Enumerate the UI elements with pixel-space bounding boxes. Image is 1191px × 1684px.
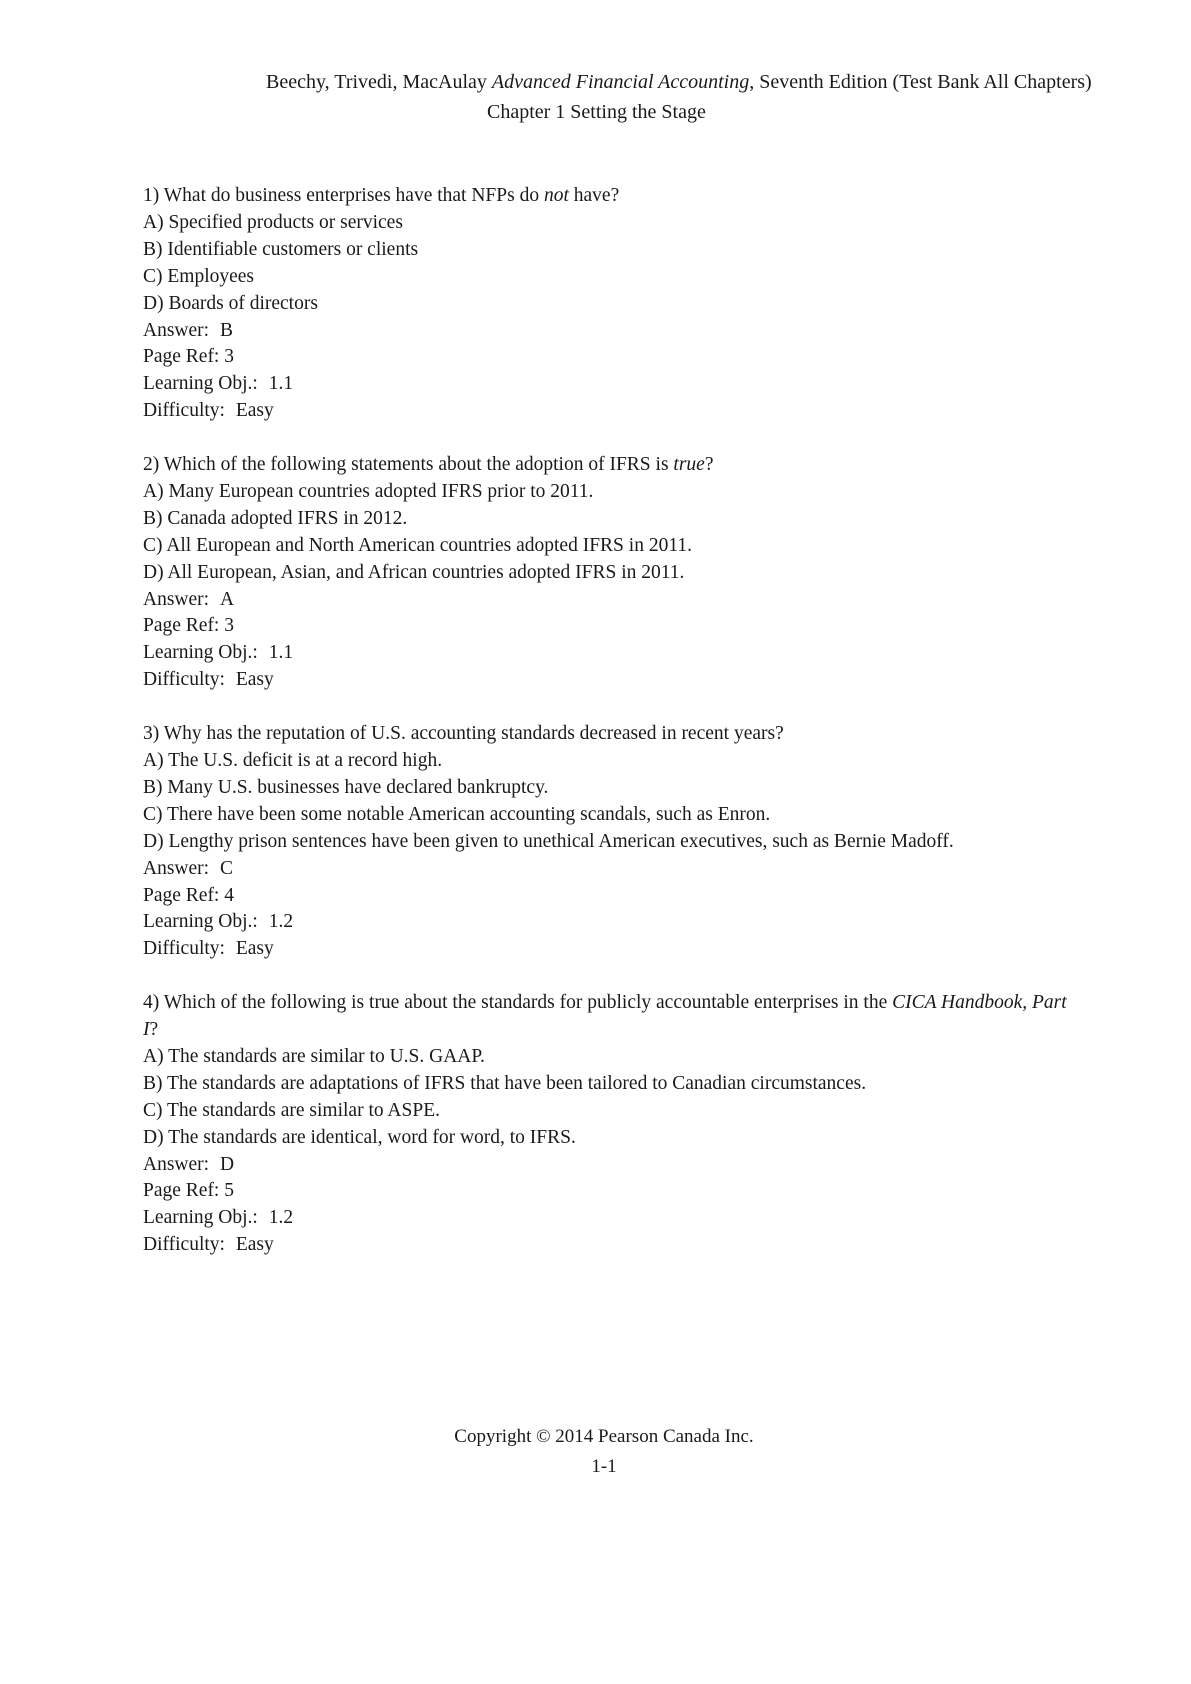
answer-value: B: [219, 319, 233, 341]
page-ref-value: 3: [224, 346, 234, 368]
answer-value: D: [219, 1153, 235, 1175]
difficulty-line: Difficulty: Easy: [143, 669, 274, 691]
option-c: C) The standards are similar to ASPE.: [143, 1099, 440, 1121]
question-stem: 1) What do business enterprises have that NFPs do not have?: [143, 185, 620, 206]
answer-value: C: [219, 857, 233, 879]
learning-obj-value: 1.1: [268, 373, 294, 395]
difficulty-value: Easy: [235, 1234, 274, 1256]
header-book-title: Advanced Financial Accounting: [491, 71, 750, 93]
page-ref-value: 4: [224, 884, 234, 906]
option-d: D) The standards are identical, word for word, to IFRS.: [143, 1126, 576, 1148]
page-ref-line: Page Ref: 4: [143, 884, 234, 906]
answer-value: A: [219, 588, 235, 610]
option-c: C) There have been some notable American accounting scandals, such as Enron.: [143, 803, 771, 825]
learning-obj-value: 1.1: [268, 642, 294, 664]
page-ref-value: 5: [224, 1180, 234, 1202]
option-b: B) Canada adopted IFRS in 2012.: [143, 507, 408, 529]
learning-obj-line: Learning Obj.: 1.1: [143, 642, 294, 664]
question-list: [143, 183, 1073, 1286]
learning-obj-value: 1.2: [268, 1207, 294, 1229]
difficulty-value: Easy: [235, 669, 274, 691]
learning-obj-line: Learning Obj.: 1.2: [143, 1207, 294, 1229]
page-number: 1-1: [591, 1456, 617, 1477]
question-2: [143, 452, 1073, 694]
question-stem: 3) Why has the reputation of U.S. accounting standards decreased in recent years?: [143, 723, 784, 745]
answer-line: Answer: D: [143, 1153, 235, 1175]
page-ref-line: Page Ref: 5: [143, 1180, 234, 1202]
header-chapter: Chapter 1 Setting the Stage: [487, 101, 706, 123]
question-stem: 4) Which of the following is true about the standards for publicly accountable enterprises in the CICA Handbook, Part I?: [143, 992, 1067, 1041]
difficulty-line: Difficulty: Easy: [143, 1234, 274, 1256]
footer-copyright: Copyright © 2014 Pearson Canada Inc.: [454, 1426, 754, 1447]
question-3: [143, 721, 1073, 963]
answer-line: Answer: B: [143, 319, 233, 341]
option-a: A) Specified products or services: [143, 211, 403, 233]
option-b: B) Identifiable customers or clients: [143, 238, 419, 260]
option-a: A) The standards are similar to U.S. GAAP.: [143, 1045, 485, 1067]
option-c: C) All European and North American countries adopted IFRS in 2011.: [143, 534, 692, 556]
option-c: C) Employees: [143, 265, 255, 287]
option-b: B) The standards are adaptations of IFRS that have been tailored to Canadian circumstances.: [143, 1072, 867, 1094]
page-ref-value: 3: [224, 615, 234, 637]
answer-line: Answer: A: [143, 588, 235, 610]
option-a: A) Many European countries adopted IFRS prior to 2011.: [143, 480, 594, 502]
header-edition: , Seventh Edition (Test Bank All Chapters): [749, 71, 1092, 93]
header-title-line: [266, 68, 1092, 97]
option-d: D) All European, Asian, and African countries adopted IFRS in 2011.: [143, 561, 685, 583]
difficulty-line: Difficulty: Easy: [143, 938, 274, 960]
learning-obj-value: 1.2: [268, 911, 294, 933]
difficulty-line: Difficulty: Easy: [143, 400, 274, 422]
option-d: D) Lengthy prison sentences have been given to unethical American executives, such as Bernie Madoff.: [143, 830, 954, 852]
question-1: [143, 183, 1073, 425]
learning-obj-line: Learning Obj.: 1.2: [143, 911, 294, 933]
option-d: D) Boards of directors: [143, 292, 318, 314]
page-ref-line: Page Ref: 3: [143, 615, 234, 637]
header-authors: Beechy, Trivedi, MacAulay: [266, 71, 487, 93]
page-footer: [0, 1422, 1191, 1482]
difficulty-value: Easy: [235, 400, 274, 422]
page-ref-line: Page Ref: 3: [143, 346, 234, 368]
question-stem: 2) Which of the following statements about the adoption of IFRS is true?: [143, 454, 714, 476]
option-b: B) Many U.S. businesses have declared bankruptcy.: [143, 776, 549, 798]
learning-obj-line: Learning Obj.: 1.1: [143, 373, 294, 395]
option-a: A) The U.S. deficit is at a record high.: [143, 750, 443, 771]
difficulty-value: Easy: [235, 938, 274, 960]
answer-line: Answer: C: [143, 857, 233, 879]
question-4: [143, 990, 1073, 1259]
